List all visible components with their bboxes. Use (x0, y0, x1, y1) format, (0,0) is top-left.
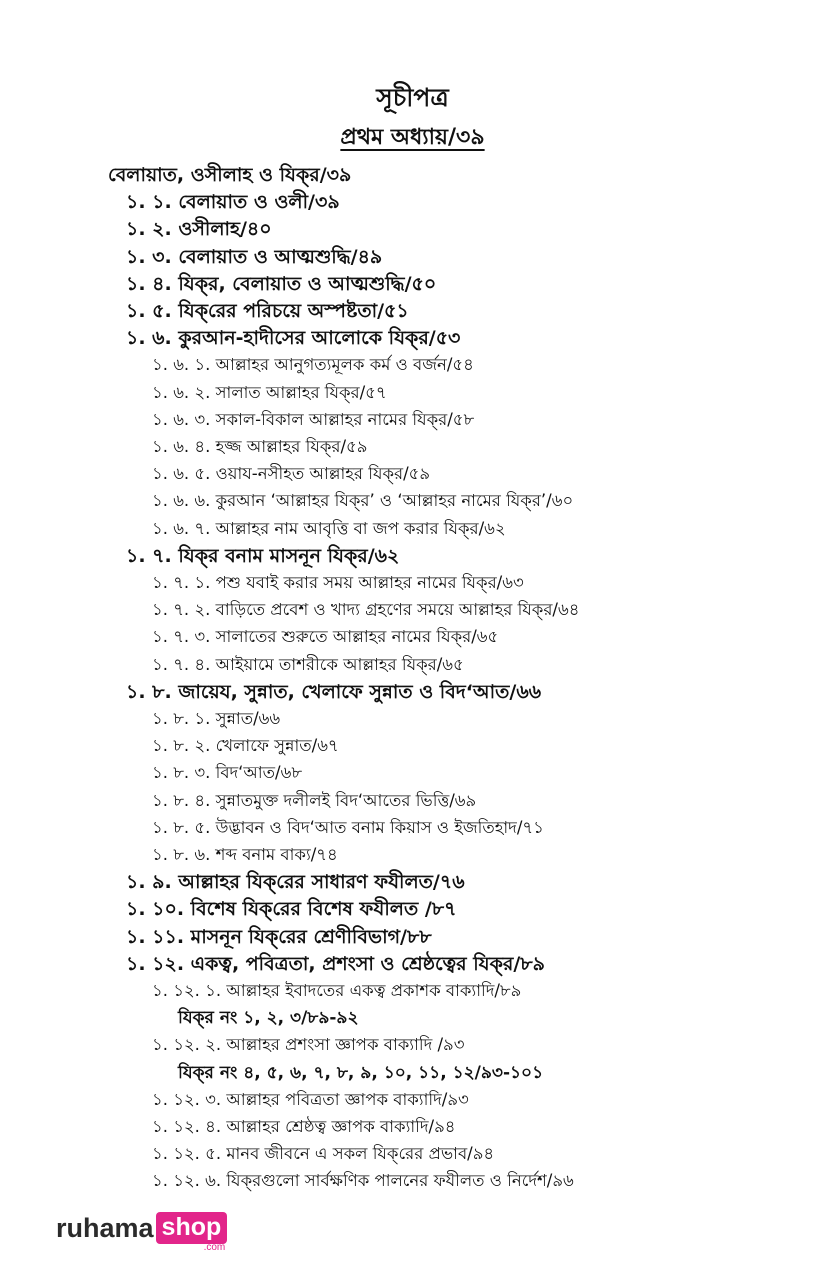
logo-word-shop: shop (161, 1213, 222, 1241)
toc-section-entry: ১. ৮. জায়েয, সুন্নাত, খেলাফে সুন্নাত ও বিদ‘আত/৬৬ (126, 680, 542, 703)
logo-badge-shop (156, 1212, 228, 1253)
toc-section-entry: ১. ৭. যিক্‌র বনাম মাসনূন যিক্‌র/৬২ (126, 544, 400, 567)
toc-section-entry: ১. ৩. বেলায়াত ও আত্মশুদ্ধি/৪৯ (126, 245, 383, 268)
toc-subsection-entry: ১. ৬. ৫. ওয়ায-নসীহত আল্লাহর যিক্‌র/৫৯ (152, 464, 431, 484)
toc-subsection-entry: ১. ৬. ১. আল্লাহর আনুগত্যমূলক কর্ম ও বর্জন/৫৪ (152, 355, 474, 375)
toc-detail-entry: যিক্‌র নং ১, ২, ৩/৮৯-৯২ (178, 1008, 359, 1029)
toc-subsection-entry: ১. ৭. ২. বাড়িতে প্রবেশ ও খাদ্য গ্রহণের সময়ে আল্লাহর যিক্‌র/৬৪ (152, 600, 580, 620)
chapter-heading (0, 120, 825, 157)
page-title: সূচীপত্র (376, 83, 449, 112)
toc-subsection-entry: ১. ৬. ৪. হজ্জ আল্লাহর যিক্‌র/৫৯ (152, 437, 368, 456)
toc-subsection-entry: ১. ৮. ৩. বিদ‘আত/৬৮ (152, 763, 303, 783)
toc-section-entry: ১. ৬. কুরআন-হাদীসের আলোকে যিক্‌র/৫৩ (126, 327, 461, 350)
toc-section-entry: ১. ৫. যিক্‌রের পরিচয়ে অস্পষ্টতা/৫১ (126, 300, 409, 322)
toc-subsection-entry: ১. ১২. ৬. যিক্‌রগুলো সার্বক্ষণিক পালনের ফযীলত ও নির্দেশ/৯৬ (152, 1171, 574, 1191)
toc-subsection-entry: ১. ৮. ৪. সুন্নাতমুক্ত দলীলই বিদ‘আতের ভিত্তি/৬৯ (152, 790, 477, 810)
toc-subsection-entry: ১. ৬. ২. সালাত আল্লাহর যিক্‌র/৫৭ (152, 382, 387, 402)
toc-detail-entry: যিক্‌র নং ৪, ৫, ৬, ৭, ৮, ৯, ১০, ১১, ১২/৯৩-১০১ (178, 1062, 544, 1083)
chapter-heading-text: প্রথম অধ্যায়/৩৯ (340, 125, 485, 150)
toc-section-entry: ১. ১২. একত্ব, পবিত্রতা, প্রশংসা ও শ্রেষ্ঠত্বের যিক্‌র/৮৯ (126, 952, 545, 975)
toc-section-entry: ১. ১. বেলায়াত ও ওলী/৩৯ (126, 191, 340, 214)
toc-subsection-entry: ১. ১২. ৪. আল্লাহর শ্রেষ্ঠত্ব জ্ঞাপক বাক্যাদি/৯৪ (152, 1117, 456, 1136)
toc-section-entry: ১. ২. ওসীলাহ/৪০ (126, 218, 272, 241)
toc-subsection-entry: ১. ১২. ১. আল্লাহর ইবাদতের একত্ব প্রকাশক বাক্যাদি/৮৯ (152, 981, 522, 1000)
toc-section-entry: ১. ১১. মাসনূন যিক্‌রের শ্রেণীবিভাগ/৮৮ (126, 925, 432, 948)
toc-subsection-entry: ১. ৭. ১. পশু যবাই করার সময় আল্লাহর নামের যিক্‌র/৬৩ (152, 573, 524, 592)
toc-subsection-entry: ১. ৭. ৩. সালাতের শুরুতে আল্লাহর নামের যিক্‌র/৬৫ (152, 627, 499, 647)
toc-section-entry: ১. ৯. আল্লাহর যিক্‌রের সাধারণ ফযীলত/৭৬ (126, 871, 465, 894)
ruhamashop-logo (56, 1212, 227, 1253)
toc-subsection-entry: ১. ৮. ১. সুন্নাত/৬৬ (152, 709, 281, 728)
toc-subsection-entry: ১. ৭. ৪. আইয়ামে তাশরীকে আল্লাহর যিক্‌র/৬৫ (152, 654, 464, 674)
toc-subsection-entry: ১. ১২. ৫. মানব জীবনে এ সকল যিক্‌রের প্রভাব/৯৪ (152, 1144, 495, 1164)
toc-subsection-entry: ১. ১২. ২. আল্লাহর প্রশংসা জ্ঞাপক বাক্যাদি /৯৩ (152, 1035, 465, 1055)
logo-word-ruhama: ruhama (56, 1213, 154, 1243)
toc-section-entry: ১. ৪. যিক্‌র, বেলায়াত ও আত্মশুদ্ধি/৫০ (126, 272, 437, 295)
toc-subsection-entry: ১. ৮. ২. খেলাফে সুন্নাত/৬৭ (152, 736, 339, 756)
logo-suffix: .com (203, 1242, 226, 1253)
toc-subsection-entry: ১. ৮. ৬. শব্দ বনাম বাক্য/৭৪ (152, 845, 338, 864)
toc-subsection-entry: ১. ৬. ৬. কুরআন ‘আল্লাহর যিক্‌র’ ও ‘আল্লাহর নামের যিক্‌র’/৬০ (152, 491, 574, 511)
toc-section-entry: ১. ১০. বিশেষ যিক্‌রের বিশেষ ফযীলত /৮৭ (126, 898, 457, 921)
toc-subsection-entry: ১. ৬. ৭. আল্লাহর নাম আবৃত্তি বা জপ করার যিক্‌র/৬২ (152, 518, 506, 538)
toc-section-entry: বেলায়াত, ওসীলাহ ও যিক্‌র/৩৯ (108, 164, 352, 186)
toc-subsection-entry: ১. ৮. ৫. উদ্ভাবন ও বিদ‘আত বনাম কিয়াস ও ইজতিহাদ/৭১ (152, 817, 544, 837)
toc-subsection-entry: ১. ১২. ৩. আল্লাহর পবিত্রতা জ্ঞাপক বাক্যাদি/৯৩ (152, 1089, 469, 1109)
toc-subsection-entry: ১. ৬. ৩. সকাল-বিকাল আল্লাহর নামের যিক্‌র/৫৮ (152, 409, 475, 429)
